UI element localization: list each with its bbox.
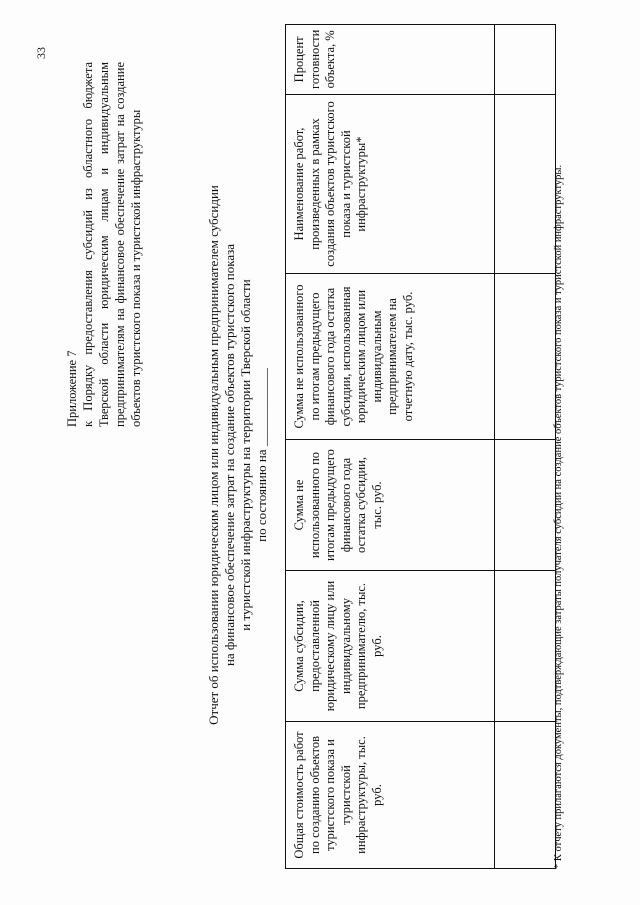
- report-title-line-2: на финансовое обеспечение затрат на создание объектов туристского показа: [222, 243, 237, 667]
- report-title-line-4: по состоянию на ____________: [254, 368, 269, 542]
- appendix-text: к Порядку предоставления субсидий из областного бюджета Тверской области юридическим лицам и индивидуальным предпринимателям на финансовое обеспечение затрат на создание объектов туристского показа и туристской инфраструктуры: [81, 62, 143, 427]
- table-cell[interactable]: [495, 95, 556, 274]
- footnote: * К отчету прилагаются документы, подтверждающие затраты получателя субсидии на создание объектов туристского показа и туристской инфраструктуры.: [553, 164, 564, 869]
- table-header-row: [286, 24, 495, 868]
- table-row: [495, 24, 556, 868]
- table-cell[interactable]: [495, 571, 556, 722]
- table-cell[interactable]: [495, 24, 556, 94]
- table-header-cell: Сумма не использованного по итогам предыдущего финансового года остатка субсидии, использованная юридическим лицом или индивидуальным предпринимателем на отчетную дату, тыс. руб.: [286, 274, 495, 440]
- table-cell[interactable]: [495, 274, 556, 440]
- appendix-title: Приложение 7: [65, 350, 79, 427]
- appendix-header: [64, 62, 144, 427]
- report-table: [285, 24, 556, 869]
- table-header-cell: Общая стоимость работ по созданию объектов туристского показа и туристской инфраструктуры, тыс. руб.: [286, 722, 495, 869]
- table-header-cell: Процент готовности объекта, %: [286, 24, 495, 94]
- table-cell[interactable]: [495, 722, 556, 869]
- table-header-cell: Наименование работ, произведенных в рамках создания объектов туристского показа и туристской инфраструктуры*: [286, 95, 495, 274]
- table-header-cell: Сумма субсидии, предоставленной юридическому лицу или индивидуальному предпринимателю, тыс. руб.: [286, 571, 495, 722]
- table-cell[interactable]: [495, 440, 556, 571]
- report-title: [206, 165, 270, 745]
- table-header-cell: Сумма не использованного по итогам предыдущего финансового года остатка субсидии, тыс. руб.: [286, 440, 495, 571]
- report-title-line-1: Отчет об использовании юридическим лицом или индивидуальным предпринимателем субсидии: [206, 185, 221, 725]
- report-title-line-3: и туристской инфраструктуры на территории Тверской области: [238, 279, 253, 631]
- page-number: 33: [34, 47, 48, 59]
